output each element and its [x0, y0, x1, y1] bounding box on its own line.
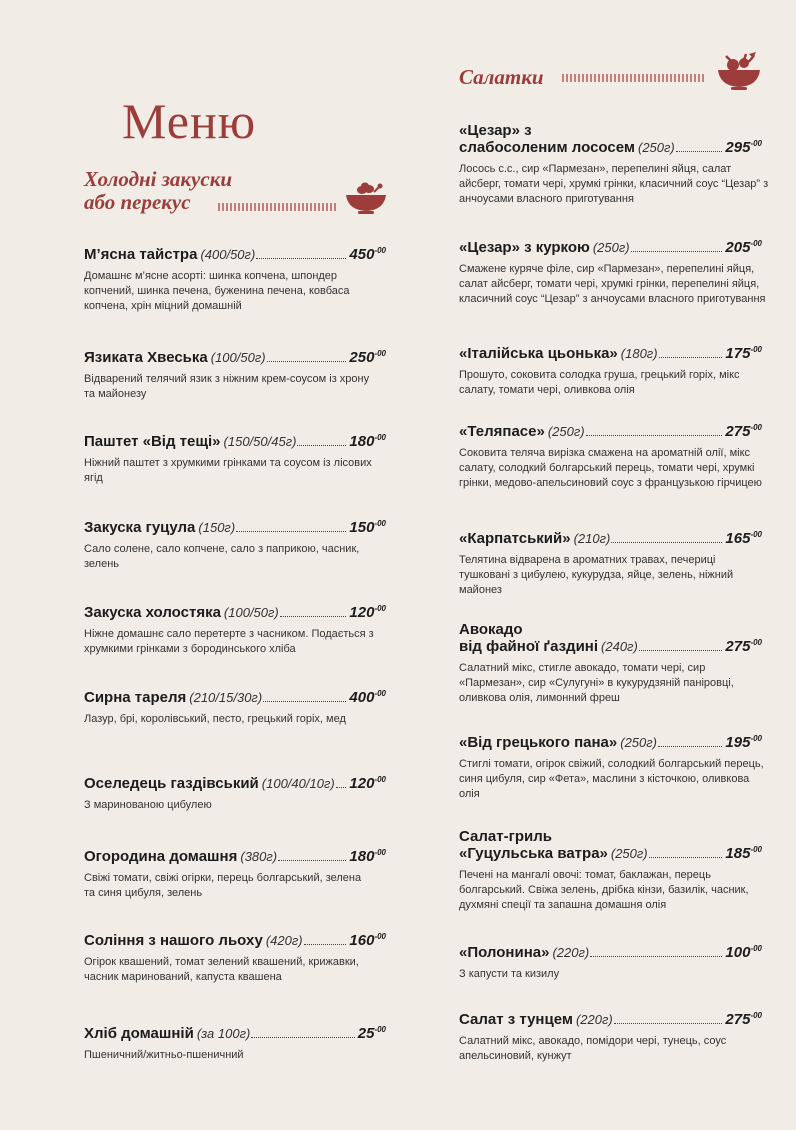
dot-leader — [614, 1023, 723, 1024]
item-description: Соковита теляча вирізка смажена на ароматній олії, мікс салату, солодкий болгарський перець, томати чері, хрумкі грінки, медово-апельсиновий соус з французькою гірчицею — [459, 447, 762, 489]
salad-bowl-icon — [716, 50, 762, 92]
item-description: Свіжі томати, свіжі огірки, перець болгарський, зелена та синя цибуля, зелень — [84, 872, 362, 899]
price-value: 250 — [349, 349, 375, 366]
salads-item — [459, 345, 762, 398]
item-weight: (за 100г) — [196, 1026, 251, 1041]
page-title: Меню — [122, 93, 257, 149]
price-cents: -00 — [374, 433, 386, 442]
item-header — [84, 604, 386, 621]
price-value: 180 — [349, 848, 375, 865]
dot-leader — [631, 251, 723, 252]
dot-leader — [676, 151, 723, 152]
item-name: «Теляпасе» — [459, 423, 545, 440]
item-header — [459, 423, 762, 440]
item-description: З маринованою цибулею — [84, 799, 212, 811]
item-weight: (210г) — [573, 531, 611, 546]
cold-item — [84, 848, 386, 901]
price-value: 400 — [349, 689, 375, 706]
item-name: «Полонина» — [459, 944, 550, 961]
item-name: «Від грецького пана» — [459, 734, 618, 751]
price-cents: -00 — [374, 349, 386, 358]
item-price — [349, 689, 386, 706]
item-weight: (150/50/45г) — [223, 434, 297, 449]
item-description: З капусти та кизилу — [459, 968, 560, 980]
item-header — [459, 845, 762, 862]
item-weight: (250г) — [620, 735, 657, 750]
item-header — [459, 734, 762, 751]
cold-item — [84, 775, 386, 813]
cold-item — [84, 433, 386, 486]
item-name: «Карпатський» — [459, 530, 571, 547]
dot-leader — [297, 445, 346, 446]
price-cents: -00 — [374, 604, 386, 613]
item-name-line1: Авокадо — [459, 621, 523, 638]
item-weight: (240г) — [601, 639, 638, 654]
item-price — [358, 1025, 386, 1042]
item-weight: (380г) — [240, 849, 278, 864]
bowl-icon — [344, 180, 388, 216]
item-header — [84, 349, 386, 366]
item-price — [725, 944, 762, 961]
salads-item — [459, 621, 762, 706]
price-cents: -00 — [750, 845, 762, 854]
item-header — [84, 433, 386, 450]
price-value: 120 — [349, 775, 375, 792]
price-value: 25 — [357, 1025, 375, 1042]
item-name: «Цезар» з куркою — [459, 239, 590, 256]
price-value: 205 — [725, 239, 751, 256]
price-cents: -00 — [750, 1011, 762, 1020]
item-weight: (250г) — [592, 240, 630, 255]
price-value: 160 — [349, 932, 375, 949]
cold-item — [84, 604, 386, 657]
item-name: Огородина домашня — [84, 848, 238, 865]
dot-leader — [236, 531, 346, 532]
item-description: Салатний мікс, стигле авокадо, томати чері, сир «Пармезан», сир «Сулугуні» в кукурудзяній паніровці, оливкова олія, лимонний фреш — [459, 662, 734, 704]
item-description: Ніжне домашнє сало перетерте з часником. Подається з хрумкими грінками з бородинського хліба — [84, 628, 374, 655]
salads-item — [459, 828, 762, 913]
item-weight: (100/40/10г) — [261, 776, 335, 791]
price-cents: -00 — [750, 530, 762, 539]
salads-item — [459, 530, 762, 598]
salads-item — [459, 239, 766, 307]
item-header — [459, 638, 762, 655]
item-description: Телятина відварена в ароматних травах, печериці тушковані з цибулею, кукурудза, яйце, зелень, ніжний майонез — [459, 554, 734, 596]
dot-leader — [659, 357, 723, 358]
item-weight: (220г) — [575, 1012, 613, 1027]
dot-leader — [280, 616, 347, 617]
item-header — [84, 775, 386, 792]
item-name: Закуска холостяка — [84, 604, 221, 621]
salads-item — [459, 122, 769, 207]
item-name: Соління з нашого льоху — [84, 932, 263, 949]
item-header — [459, 345, 762, 362]
item-description: Лазур, брі, королівський, песто, грецький горіх, мед — [84, 713, 346, 725]
item-description: Домашнє м’ясне асорті: шинка копчена, шпондер копчений, шинка печена, буженина печена, ковбаса копчена, хрін міцний домашній — [84, 270, 350, 312]
item-price — [725, 530, 762, 547]
price-cents: -00 — [374, 848, 386, 857]
item-weight: (150г) — [198, 520, 236, 535]
salads-item — [459, 1011, 762, 1064]
price-value: 120 — [349, 604, 375, 621]
item-price — [349, 246, 386, 263]
item-price — [725, 638, 762, 655]
price-value: 100 — [725, 944, 751, 961]
item-weight: (220г) — [552, 945, 590, 960]
price-cents: -00 — [374, 519, 386, 528]
price-value: 150 — [349, 519, 375, 536]
item-price — [349, 604, 386, 621]
item-header — [84, 519, 386, 536]
item-price — [349, 433, 386, 450]
item-description: Ніжний паштет з хрумкими грінками та соусом із лісових ягід — [84, 457, 372, 484]
dot-leader — [658, 746, 722, 747]
item-header — [459, 530, 762, 547]
price-cents: -00 — [750, 734, 762, 743]
item-price — [725, 423, 762, 440]
dot-leader — [256, 258, 346, 259]
item-price — [725, 734, 762, 751]
item-weight: (250г) — [610, 846, 648, 861]
dot-leader — [639, 650, 723, 651]
item-header — [459, 139, 762, 156]
price-cents: -00 — [750, 423, 762, 432]
item-name: Закуска гуцула — [84, 519, 196, 536]
dot-leader — [304, 944, 347, 945]
item-weight: (210/15/30г) — [189, 690, 263, 705]
item-description: Пшеничний/житньо-пшеничний — [84, 1049, 244, 1061]
item-price — [349, 848, 386, 865]
item-description: Печені на мангалі овочі: томат, баклажан, перець болгарський. Свіжа зелень, дрібка кінзи, базилік, часник, духмяні спеції та запашна домашня олія — [459, 869, 749, 911]
item-header — [84, 932, 386, 949]
item-weight: (100/50г) — [223, 605, 279, 620]
item-name: слабосоленим лососем — [459, 139, 635, 156]
item-price — [349, 775, 386, 792]
price-value: 195 — [725, 734, 751, 751]
salads-item — [459, 734, 762, 802]
item-name: Сирна тареля — [84, 689, 187, 706]
price-value: 180 — [349, 433, 375, 450]
price-value: 450 — [349, 246, 375, 263]
salads-item — [459, 423, 762, 491]
price-cents: -00 — [374, 775, 386, 784]
item-name: Паштет «Від тещі» — [84, 433, 221, 450]
item-weight: (250г) — [547, 424, 585, 439]
item-name: Язиката Хвеська — [84, 349, 208, 366]
item-header — [84, 689, 386, 706]
item-price — [725, 239, 762, 256]
item-price — [725, 139, 762, 156]
price-cents: -00 — [374, 1025, 386, 1034]
salads-section-title: Салатки — [459, 65, 544, 89]
item-name: М’ясна тайстра — [84, 246, 198, 263]
price-value: 275 — [725, 638, 751, 655]
dot-leader — [586, 435, 723, 436]
item-description: Огірок квашений, томат зелений квашений, крижавки, часник маринований, капуста квашена — [84, 956, 359, 983]
dot-leader — [649, 857, 723, 858]
item-description: Відварений телячий язик з ніжним крем-соусом із хрону та майонезу — [84, 373, 370, 400]
item-name: Салат з тунцем — [459, 1011, 573, 1028]
cold-title-line1: Холодні закуски — [84, 167, 233, 191]
dot-leader — [267, 361, 347, 362]
item-name: від файної ґаздині — [459, 638, 599, 655]
item-header — [459, 239, 762, 256]
item-description: Сало солене, сало копчене, сало з паприкою, часник, зелень — [84, 543, 360, 570]
item-weight: (180г) — [620, 346, 658, 361]
item-description: Салатний мікс, авокадо, помідори чері, тунець, соус апельсиновий, кунжут — [459, 1035, 727, 1062]
price-cents: -00 — [750, 638, 762, 647]
cold-title-ornament — [218, 203, 336, 211]
cold-item — [84, 519, 386, 572]
item-name: Оселедець газдівський — [84, 775, 259, 792]
price-cents: -00 — [374, 689, 386, 698]
dot-leader — [336, 787, 347, 788]
item-description: Лосось с.с., сир «Пармезан», перепелині яйця, салат айсберг, томати чері, хрумкі грінки, класичний соус “Цезар” з анчоусами власного приготування — [459, 163, 769, 205]
item-description: Смажене куряче філе, сир «Пармезан», перепелині яйця, салат айсберг, томати чері, хрумкі грінки, перепелині яйця, класичний соус “Цезар” з анчоусами власного приготування — [459, 263, 766, 305]
price-value: 275 — [725, 1011, 751, 1028]
item-name: «Італійська цьонька» — [459, 345, 618, 362]
item-price — [725, 1011, 762, 1028]
cold-item — [84, 1025, 386, 1063]
item-name: Хліб домашній — [84, 1025, 194, 1042]
dot-leader — [251, 1037, 354, 1038]
salads-title-ornament — [562, 74, 704, 82]
price-value: 295 — [725, 139, 751, 156]
cold-item — [84, 349, 386, 402]
dot-leader — [278, 860, 346, 861]
item-weight: (100/50г) — [210, 350, 266, 365]
item-name-line1: «Цезар» з — [459, 122, 532, 139]
item-price — [349, 349, 386, 366]
cold-title-line2: або перекус — [84, 190, 191, 214]
price-cents: -00 — [374, 246, 386, 255]
item-price — [349, 932, 386, 949]
item-name: «Гуцульська ватра» — [459, 845, 608, 862]
price-cents: -00 — [750, 139, 762, 148]
cold-item — [84, 932, 386, 985]
item-description: Стиглі томати, огірок свіжий, солодкий болгарський перець, синя цибуля, сир «Фета», маслини з кісточкою, оливкова олія — [459, 758, 764, 800]
item-header — [84, 848, 386, 865]
item-price — [725, 845, 762, 862]
salads-item — [459, 944, 762, 982]
dot-leader — [611, 542, 722, 543]
item-price — [725, 345, 762, 362]
item-weight: (420г) — [265, 933, 303, 948]
price-value: 175 — [725, 345, 751, 362]
price-cents: -00 — [374, 932, 386, 941]
price-cents: -00 — [750, 944, 762, 953]
price-value: 165 — [725, 530, 751, 547]
item-weight: (400/50г) — [200, 247, 256, 262]
price-cents: -00 — [750, 239, 762, 248]
item-header — [84, 1025, 386, 1042]
price-cents: -00 — [750, 345, 762, 354]
item-header — [459, 944, 762, 961]
dot-leader — [263, 701, 346, 702]
item-name-line1: Салат-гриль — [459, 828, 552, 845]
cold-item — [84, 246, 386, 314]
price-value: 275 — [725, 423, 751, 440]
dot-leader — [590, 956, 722, 957]
item-weight: (250г) — [637, 140, 675, 155]
item-price — [349, 519, 386, 536]
item-header — [459, 1011, 762, 1028]
price-value: 185 — [725, 845, 751, 862]
item-header — [84, 246, 386, 263]
item-description: Прошуто, соковита солодка груша, грецький горіх, мікс салату, томати чері, оливкова олія — [459, 369, 740, 396]
cold-item — [84, 689, 386, 727]
cold-section-title — [84, 168, 232, 214]
